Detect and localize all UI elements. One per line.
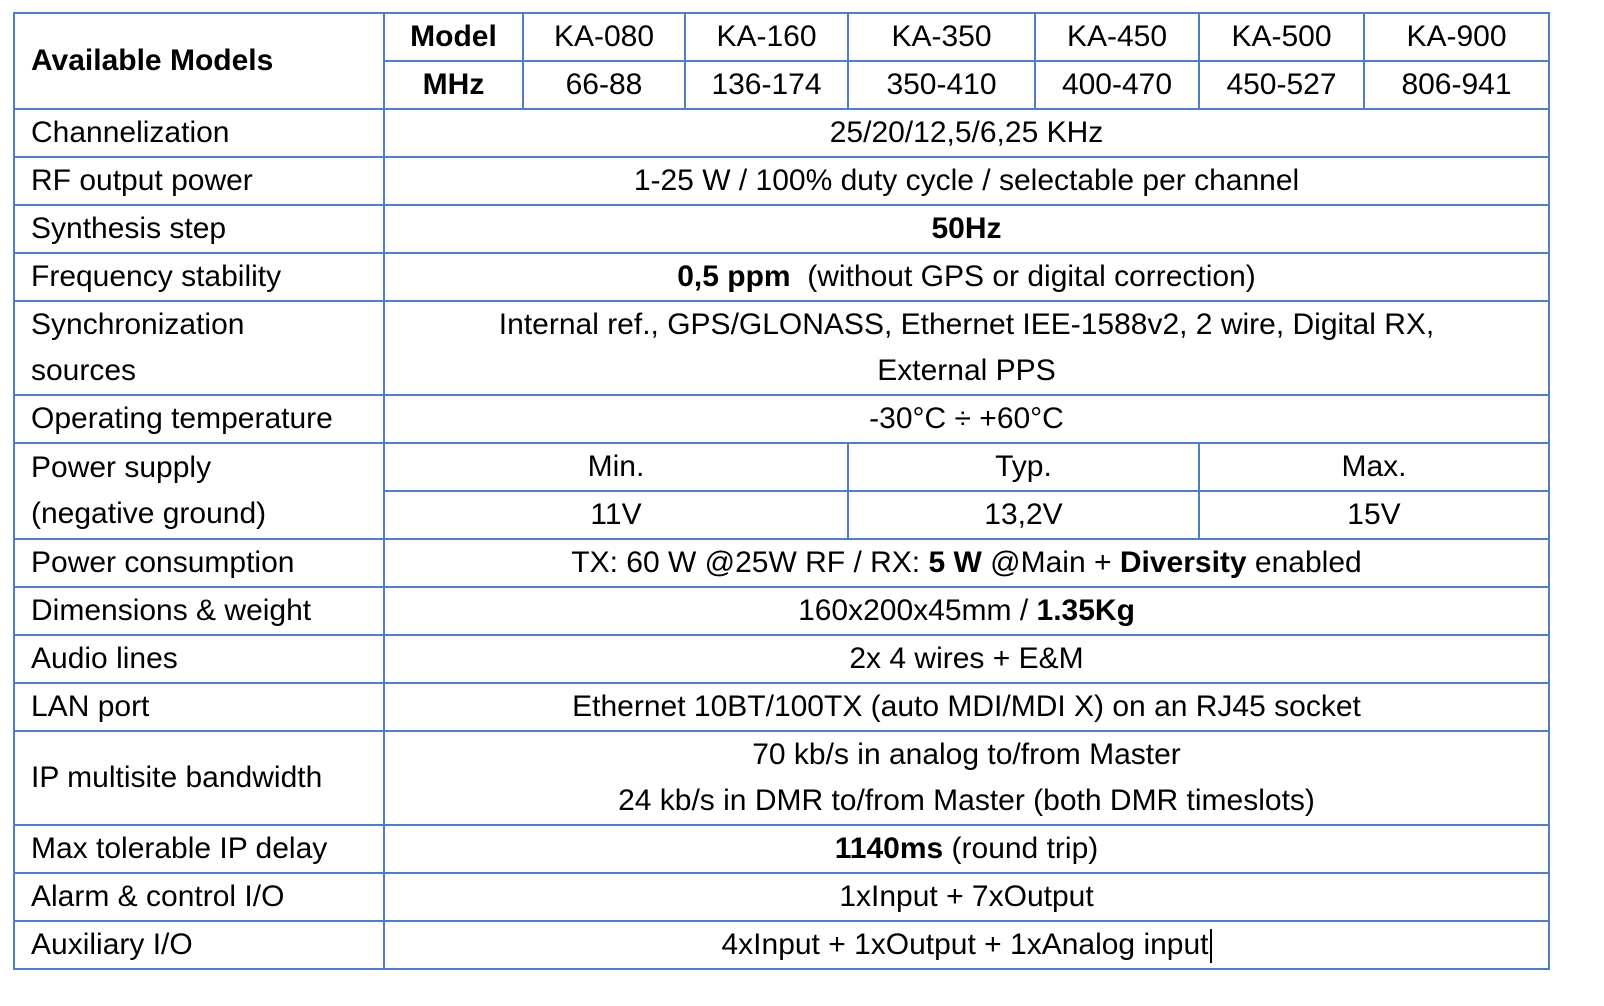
row-ip-bandwidth xyxy=(14,731,1549,825)
value-line: 70 kb/s in analog to/from Master xyxy=(752,738,1181,771)
bold-value: 5 W xyxy=(928,546,982,579)
bold-value: 0,5 ppm xyxy=(677,260,791,293)
max-value: 15V xyxy=(1199,491,1549,539)
range-cell: 450-527 xyxy=(1199,61,1364,109)
spec-table xyxy=(13,12,1550,970)
row-label: LAN port xyxy=(14,683,384,731)
model-cell: KA-900 xyxy=(1364,13,1549,61)
row-label: Auxiliary I/O xyxy=(14,921,384,969)
label-line: (negative ground) xyxy=(31,497,267,530)
min-value: 11V xyxy=(384,491,848,539)
row-label xyxy=(14,301,384,395)
value-text: (round trip) xyxy=(943,832,1099,865)
row-temperature xyxy=(14,395,1549,443)
row-label: Power consumption xyxy=(14,539,384,587)
text-cursor xyxy=(1210,929,1212,963)
model-cell: KA-160 xyxy=(685,13,848,61)
row-label: Frequency stability xyxy=(14,253,384,301)
row-value xyxy=(384,825,1549,873)
row-consumption xyxy=(14,539,1549,587)
row-value: 1xInput + 7xOutput xyxy=(384,873,1549,921)
row-value xyxy=(384,731,1549,825)
row-label: Alarm & control I/O xyxy=(14,873,384,921)
header-row-model xyxy=(14,13,1549,61)
min-label: Min. xyxy=(384,443,848,491)
row-label: Dimensions & weight xyxy=(14,587,384,635)
range-cell: 350-410 xyxy=(848,61,1035,109)
value-text: TX: 60 W @25W RF / RX: xyxy=(571,546,929,579)
bold-value: 1140ms xyxy=(834,832,944,865)
max-label: Max. xyxy=(1199,443,1549,491)
range-cell: 136-174 xyxy=(685,61,848,109)
bold-value: 1.35Kg xyxy=(1036,594,1135,627)
bold-value: Diversity xyxy=(1119,546,1247,579)
model-cell: KA-350 xyxy=(848,13,1035,61)
row-rf-output xyxy=(14,157,1549,205)
row-value xyxy=(384,253,1549,301)
bold-value: 50Hz xyxy=(931,212,1002,245)
row-lan xyxy=(14,683,1549,731)
row-dimensions xyxy=(14,587,1549,635)
row-value: 2x 4 wires + E&M xyxy=(384,635,1549,683)
mhz-label: MHz xyxy=(384,61,523,109)
row-label: Synthesis step xyxy=(14,205,384,253)
available-models-title: Available Models xyxy=(14,13,384,109)
row-value[interactable] xyxy=(384,921,1549,969)
row-stability xyxy=(14,253,1549,301)
value-text: 160x200x45mm / xyxy=(798,594,1037,627)
row-ip-delay xyxy=(14,825,1549,873)
row-label: Channelization xyxy=(14,109,384,157)
model-label: Model xyxy=(384,13,523,61)
row-label: Max tolerable IP delay xyxy=(14,825,384,873)
model-cell: KA-450 xyxy=(1035,13,1199,61)
row-label: Audio lines xyxy=(14,635,384,683)
value-text: 4xInput + 1xOutput + 1xAnalog input xyxy=(721,928,1209,961)
model-cell: KA-080 xyxy=(523,13,685,61)
row-label: Operating temperature xyxy=(14,395,384,443)
typ-value: 13,2V xyxy=(848,491,1199,539)
range-cell: 806-941 xyxy=(1364,61,1549,109)
row-value: -30°C ÷ +60°C xyxy=(384,395,1549,443)
row-value: Ethernet 10BT/100TX (auto MDI/MDI X) on an RJ45 socket xyxy=(384,683,1549,731)
row-value: 1-25 W / 100% duty cycle / selectable per channel xyxy=(384,157,1549,205)
row-value xyxy=(384,205,1549,253)
value-text: enabled xyxy=(1246,546,1362,579)
label-line: Synchronization xyxy=(31,308,245,341)
value-line: Internal ref., GPS/GLONASS, Ethernet IEE-1588v2, 2 wire, Digital RX, xyxy=(498,308,1435,341)
label-line: sources xyxy=(31,354,137,387)
model-cell: KA-500 xyxy=(1199,13,1364,61)
label-line: Power supply xyxy=(31,451,212,484)
row-value xyxy=(384,301,1549,395)
value-text: (without GPS or digital correction) xyxy=(807,260,1256,293)
value-text: @Main + xyxy=(981,546,1120,579)
row-label: IP multisite bandwidth xyxy=(14,731,384,825)
row-power-supply-head xyxy=(14,443,1549,491)
row-alarm xyxy=(14,873,1549,921)
value-line: 24 kb/s in DMR to/from Master (both DMR timeslots) xyxy=(618,784,1315,817)
row-channelization xyxy=(14,109,1549,157)
row-label xyxy=(14,443,384,539)
row-value xyxy=(384,587,1549,635)
row-label: RF output power xyxy=(14,157,384,205)
typ-label: Typ. xyxy=(848,443,1199,491)
row-audio xyxy=(14,635,1549,683)
row-synthesis xyxy=(14,205,1549,253)
row-sync xyxy=(14,301,1549,395)
range-cell: 66-88 xyxy=(523,61,685,109)
value-line: External PPS xyxy=(877,354,1056,387)
range-cell: 400-470 xyxy=(1035,61,1199,109)
row-auxiliary xyxy=(14,921,1549,969)
row-value xyxy=(384,539,1549,587)
row-value: 25/20/12,5/6,25 KHz xyxy=(384,109,1549,157)
